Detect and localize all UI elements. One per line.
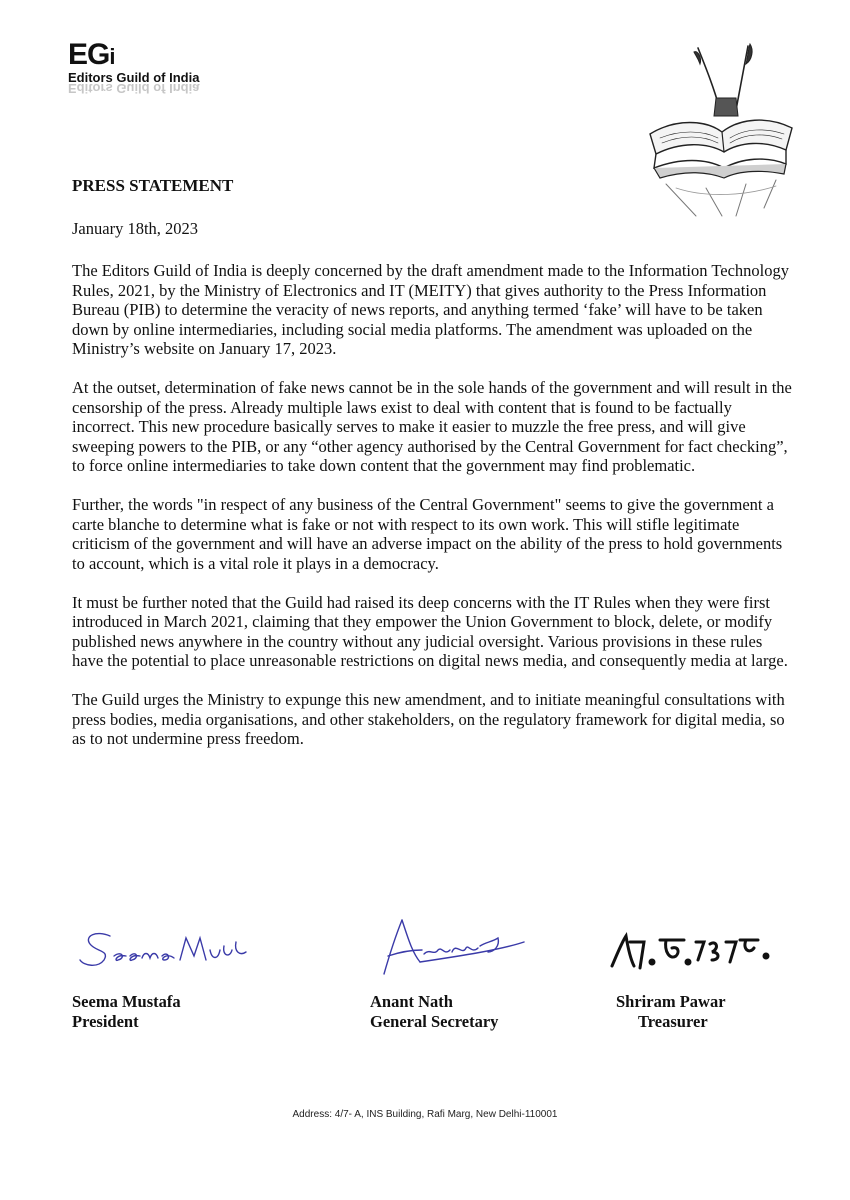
handwritten-signature <box>600 912 780 992</box>
handwritten-signature <box>70 912 250 992</box>
document-date: January 18th, 2023 <box>72 219 199 238</box>
signatory-treasurer <box>600 912 780 1031</box>
logo-letters: EG <box>68 38 110 71</box>
org-name-reflection: Editors Guild of India <box>68 81 200 96</box>
book-quill-illustration <box>636 38 796 218</box>
paragraph: Further, the words "in respect of any business of the Central Government" seems to give the government a carte blanche to determine what is fake or not with respect to its own work. This will stifle legitimate criticism of the government and will have an adverse impact on the ability of the press to hold governments to account, which is a vital role it plays in a democracy. <box>72 495 783 573</box>
document-heading: PRESS STATEMENT <box>72 176 234 195</box>
signatory-general-secretary <box>350 912 530 1031</box>
signatory-name: Seema Mustafa <box>72 992 181 1011</box>
paragraph: At the outset, determination of fake news cannot be in the sole hands of the government and will result in the censorship of the press. Already multiple laws exist to deal with content that is found to be factually incorrect. This new procedure basically serves to make it easier to muzzle the free press, and will give sweeping powers to the PIB, or any “other agency authorised by the Central Government for fact checking”, to force online intermediaries to take down content that the government may find problematic. <box>72 378 792 475</box>
footer-address: Address: 4/7- A, INS Building, Rafi Marg, New Delhi-110001 <box>292 1109 558 1120</box>
paragraph: The Editors Guild of India is deeply concerned by the draft amendment made to the Information Technology Rules, 2021, by the Ministry of Electronics and IT (MEITY) that gives authority to the Press Information Bureau (PIB) to determine the veracity of news reports, and anything termed ‘fake’ will have to be taken down by online intermediaries, including social media platforms. The amendment was uploaded on the Ministry’s website on January 17, 2023. <box>72 261 789 358</box>
paragraph: It must be further noted that the Guild had raised its deep concerns with the IT Rules when they were first introduced in March 2021, claiming that they empower the Union Government to block, delete, or modify published news anywhere in the country without any judicial oversight. Various provisions in these rules have the potential to place unreasonable restrictions on digital news media, and consequently media at large. <box>72 592 788 670</box>
paragraph: The Guild urges the Ministry to expunge this new amendment, and to initiate meaningful consultations with press bodies, media organisations, and other stakeholders, on the regulatory framework for digital media, so as to not undermine press freedom. <box>72 690 785 748</box>
signatory-title: General Secretary <box>370 1012 499 1031</box>
signatory-name: Shriram Pawar <box>616 992 726 1011</box>
signatures-section <box>0 912 850 1042</box>
logo-letter-i: i <box>109 44 115 69</box>
signatory-title: President <box>72 1012 139 1031</box>
handwritten-signature <box>350 912 530 992</box>
signatory-title: Treasurer <box>638 1012 708 1031</box>
org-name: Editors Guild of India <box>68 70 200 85</box>
signatory-president <box>70 912 250 1031</box>
statement-body <box>72 261 792 768</box>
logo-mark <box>68 40 268 72</box>
signatory-name: Anant Nath <box>370 992 453 1011</box>
guild-logo <box>68 40 268 100</box>
